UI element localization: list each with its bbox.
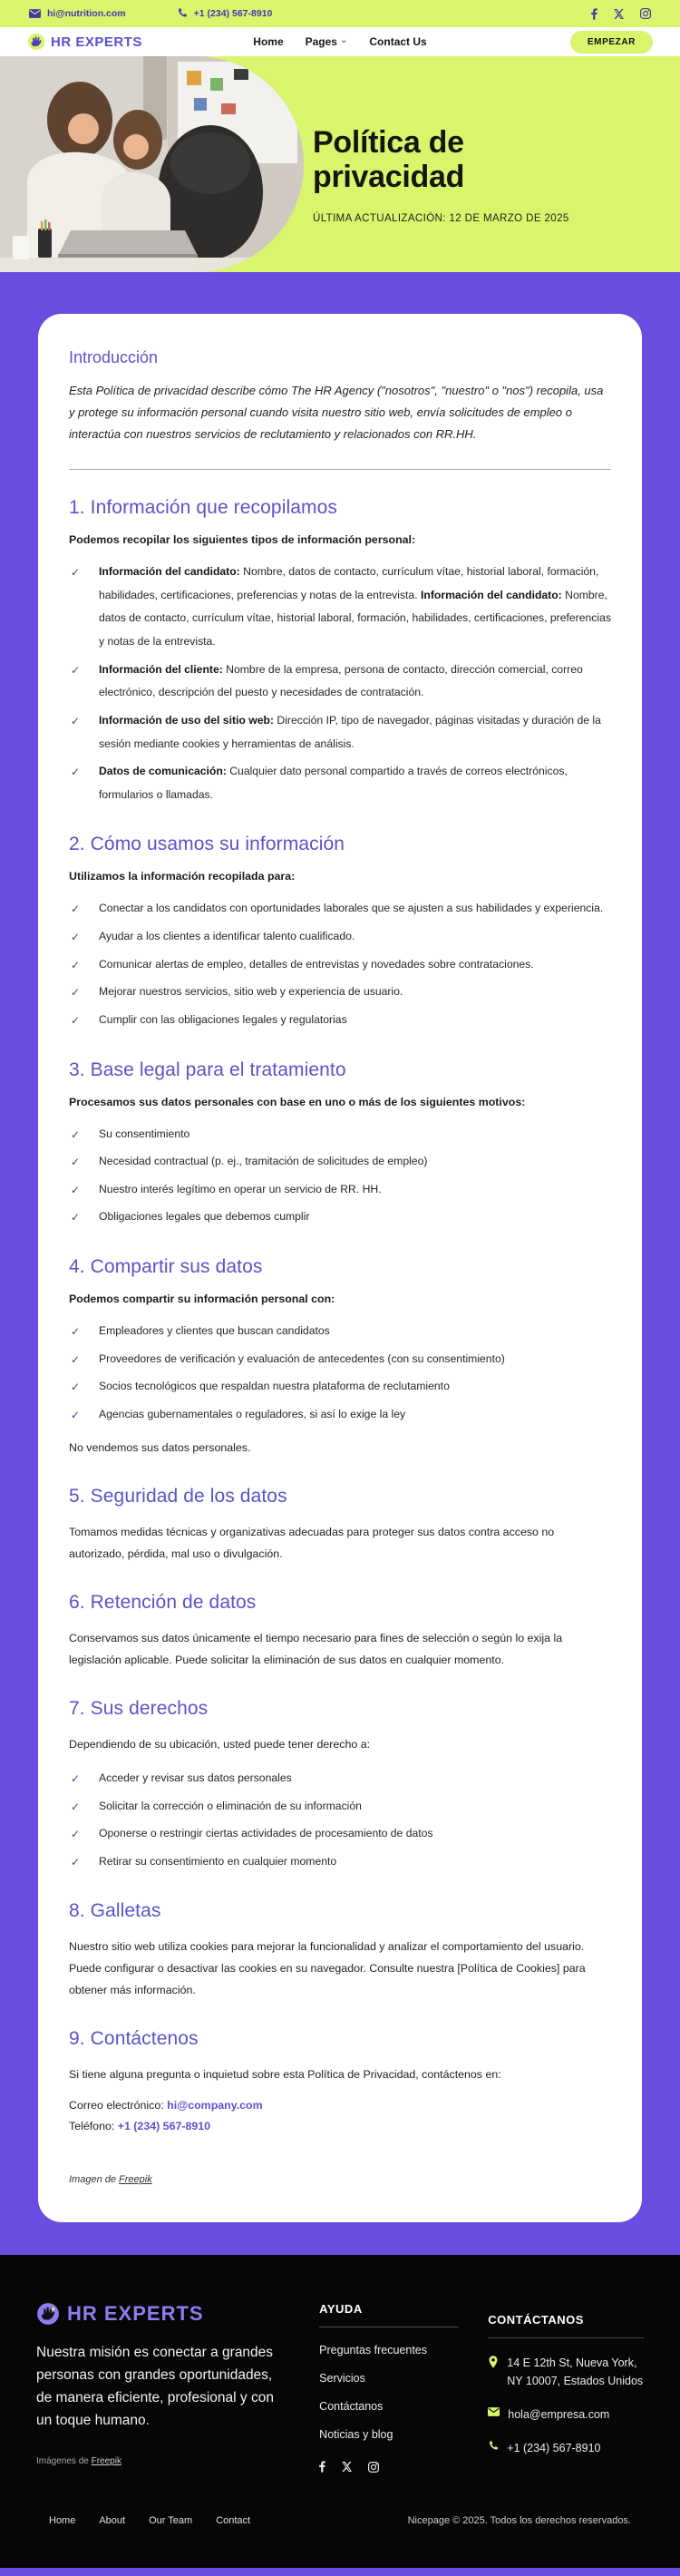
check-icon: ✓	[71, 1325, 81, 1339]
check-icon: ✓	[71, 1183, 81, 1196]
footer-email-link[interactable]	[488, 2406, 644, 2424]
bullet-item	[69, 1205, 611, 1229]
bullet-text: Su consentimiento	[99, 1127, 190, 1140]
phone-icon	[177, 8, 188, 19]
policy-section	[69, 1256, 611, 1459]
policy-section	[69, 1698, 611, 1873]
footer-phone-text: +1 (234) 567-8910	[507, 2442, 601, 2455]
check-icon: ✓	[71, 1352, 81, 1366]
bullet-text: Dirección IP, tipo de navegador, páginas visitadas y duración de la sesión mediante cookies y herramientas de análisis.	[99, 713, 601, 750]
footer-address-text: 14 E 12th St, Nueva York, NY 10007, Estados Unidos	[507, 2356, 644, 2387]
footer-freepik-link[interactable]: Freepik	[91, 2455, 121, 2466]
bullet-list	[69, 897, 611, 1031]
check-icon: ✓	[71, 903, 81, 916]
nav-logo[interactable]	[27, 33, 142, 51]
footer-help-link-news[interactable]: Noticias y blog	[319, 2428, 393, 2442]
bullet-text: Nuestro interés legítimo en operar un servicio de RR. HH.	[99, 1182, 382, 1195]
bullet-item	[69, 1822, 611, 1846]
check-icon: ✓	[71, 1828, 81, 1841]
footer-logo-hand-icon	[36, 2302, 60, 2326]
footer	[0, 2255, 680, 2575]
contact-link[interactable]: +1 (234) 567-8910	[117, 2120, 211, 2133]
policy-section	[69, 1900, 611, 2001]
main-section	[0, 272, 680, 2255]
bullet-list	[69, 1320, 611, 1427]
bullet-item	[69, 1850, 611, 1874]
topbar-email-link[interactable]	[29, 8, 126, 19]
footer-bottom-bar	[36, 2503, 644, 2568]
nav-logo-text: HR EXPERTS	[51, 34, 142, 50]
section-heading: 8. Galletas	[69, 1900, 161, 1922]
bullet-item	[69, 1795, 611, 1819]
topbar-phone-text: +1 (234) 567-8910	[193, 8, 273, 19]
check-icon: ✓	[71, 1408, 81, 1421]
section-lead: Procesamos sus datos personales con base en uno o más de los siguientes motivos:	[69, 1095, 526, 1108]
topbar-email-text: hi@nutrition.com	[47, 8, 126, 19]
bullet-text: Datos de comunicación:	[99, 765, 227, 778]
footer-contact-title: CONTÁCTANOS	[488, 2313, 584, 2327]
bullet-item	[69, 760, 611, 806]
intro-paragraph: Esta Política de privacidad describe cómo The HR Agency ("nosotros", "nuestro" o "nos") recopila, usa y protege su información personal cuando visita nuestro sitio web, envía solicitudes de empleo o interactúa con nuestros servicios de reclutamiento y relacionados con RR.HH.	[69, 384, 604, 442]
bullet-text: Nombre, datos de contacto, currículum vítae, historial laboral, formación, habilidades, certificaciones, preferencias y notas de la entrevista.	[99, 588, 611, 649]
bullet-text: Oponerse o restringir ciertas actividades de procesamiento de datos	[99, 1827, 433, 1840]
navbar	[0, 27, 680, 56]
footer-socials	[319, 2461, 459, 2473]
footer-bottom-link-home[interactable]: Home	[49, 2514, 76, 2526]
check-icon: ✓	[71, 1211, 81, 1225]
contact-line	[69, 2118, 611, 2136]
bullet-text: Empleadores y clientes que buscan candidatos	[99, 1324, 330, 1338]
instagram-icon[interactable]	[640, 8, 651, 19]
bullet-text: Nombre, datos de contacto, currículum vítae, historial laboral, formación, habilidades, certificaciones, preferencias y notas de la entrevista.	[99, 565, 599, 601]
bullet-item	[69, 561, 611, 654]
bullet-item	[69, 1320, 611, 1343]
footer-contact-divider	[488, 2337, 644, 2338]
policy-section	[69, 1592, 611, 1671]
bullet-text: Cualquier dato personal compartido a través de correos electrónicos, formularios o llamadas.	[99, 765, 568, 801]
bullet-text: Proveedores de verificación y evaluación de antecedentes (con su consentimiento)	[99, 1351, 505, 1365]
section-heading: 6. Retención de datos	[69, 1592, 257, 1614]
footer-help-column	[319, 2302, 459, 2474]
bullet-text: Necesidad contractual (p. ej., tramitación de solicitudes de empleo)	[99, 1155, 428, 1168]
footer-logo[interactable]	[36, 2302, 276, 2326]
section-paragraph: No vendemos sus datos personales.	[69, 1440, 251, 1454]
bullet-item	[69, 1150, 611, 1174]
check-icon: ✓	[71, 663, 81, 677]
check-icon: ✓	[71, 1381, 81, 1394]
bullet-item	[69, 1767, 611, 1791]
section-intro: Si tiene alguna pregunta o inquietud sobre esta Política de Privacidad, contáctenos en:	[69, 2068, 501, 2082]
bullet-item	[69, 897, 611, 921]
bullet-list	[69, 1767, 611, 1874]
last-updated-label: ÚLTIMA ACTUALIZACIÓN: 12 DE MARZO DE 2025	[313, 212, 569, 224]
policy-section	[69, 2028, 611, 2136]
section-lead: Utilizamos la información recopilada para:	[69, 870, 296, 883]
bottom-accent-strip	[0, 2568, 680, 2576]
freepik-link[interactable]: Freepik	[119, 2174, 152, 2186]
contact-label: Teléfono:	[69, 2120, 118, 2133]
bullet-text: Ayudar a los clientes a identificar talento cualificado.	[99, 930, 355, 943]
section-heading: 5. Seguridad de los datos	[69, 1486, 287, 1508]
footer-address	[488, 2355, 644, 2390]
bullet-item	[69, 1123, 611, 1147]
bullet-text: Información del candidato:	[99, 565, 240, 579]
contact-link[interactable]: hi@company.com	[167, 2098, 263, 2112]
footer-help-link-faq[interactable]: Preguntas frecuentes	[319, 2344, 427, 2357]
bullet-item	[69, 1403, 611, 1427]
bullet-item	[69, 1348, 611, 1371]
content-card	[38, 314, 642, 2222]
check-icon: ✓	[71, 1800, 81, 1813]
facebook-icon[interactable]	[591, 8, 597, 20]
location-icon	[488, 2356, 499, 2368]
footer-credit	[36, 2456, 276, 2466]
policy-section	[69, 1059, 611, 1230]
section-heading: 2. Cómo usamos su información	[69, 834, 345, 855]
hero	[0, 56, 680, 272]
footer-help-link-contact[interactable]: Contáctanos	[319, 2400, 384, 2414]
content-divider	[69, 469, 611, 470]
section-intro: Dependiendo de su ubicación, usted puede tener derecho a:	[69, 1738, 371, 1751]
bullet-list	[69, 561, 611, 806]
contact-label: Correo electrónico:	[69, 2098, 168, 2112]
bullet-text: Retirar su consentimiento en cualquier momento	[99, 1854, 337, 1868]
bullet-text: Comunicar alertas de empleo, detalles de entrevistas y novedades sobre contrataciones.	[99, 957, 534, 971]
bullet-text: Socios tecnológicos que respaldan nuestra plataforma de reclutamiento	[99, 1380, 450, 1393]
bullet-text: Conectar a los candidatos con oportunidades laborales que se ajusten a sus habilidades y experiencia.	[99, 902, 604, 915]
check-icon: ✓	[71, 566, 81, 580]
footer-credit-prefix: Imágenes de	[36, 2455, 92, 2466]
bullet-text: Acceder y revisar sus datos personales	[99, 1771, 292, 1784]
check-icon: ✓	[71, 986, 81, 1000]
check-icon: ✓	[71, 1771, 81, 1785]
footer-brand-column	[36, 2302, 276, 2474]
hero-image	[0, 56, 304, 272]
topbar-socials	[591, 8, 651, 20]
check-icon: ✓	[71, 931, 81, 944]
check-icon: ✓	[71, 766, 81, 779]
bullet-text: Mejorar nuestros servicios, sitio web y experiencia de usuario.	[99, 985, 403, 999]
footer-envelope-icon	[488, 2407, 500, 2416]
envelope-icon	[29, 9, 41, 18]
page-title: Política de privacidad	[313, 125, 465, 195]
footer-x-icon[interactable]	[342, 2461, 352, 2473]
footer-bottom-link-contact[interactable]: Contact	[216, 2514, 251, 2526]
footer-help-link-services[interactable]: Servicios	[319, 2372, 365, 2386]
nav-item-contact-us[interactable]: Contact Us	[369, 35, 427, 48]
x-icon[interactable]	[614, 9, 624, 19]
bullet-item	[69, 981, 611, 1004]
section-paragraph: Tomamos medidas técnicas y organizativas adecuadas para proteger sus datos contra acceso no autorizado, pérdida, mal uso o divulgación.	[69, 1526, 555, 1560]
check-icon: ✓	[71, 958, 81, 971]
footer-logo-text: HR EXPERTS	[67, 2302, 204, 2326]
bullet-item	[69, 953, 611, 977]
empezar-button[interactable]: EMPEZAR	[570, 31, 653, 54]
policy-section	[69, 497, 611, 806]
bullet-text: Nombre de la empresa, persona de contacto, dirección comercial, correo electrónico, descripción del puesto y necesidades de contratación.	[99, 662, 583, 699]
bullet-text: Cumplir con las obligaciones legales y regulatorias	[99, 1012, 347, 1026]
footer-phone-link[interactable]	[488, 2440, 644, 2457]
bullet-list	[69, 1123, 611, 1230]
section-paragraph: Nuestro sitio web utiliza cookies para mejorar la funcionalidad y analizar el comportamiento del usuario. Puede configurar o desactivar las cookies en su navegador. Consulte nuestra [Política de Cookies] para obtener más información.	[69, 1940, 586, 1996]
section-lead: Podemos compartir su información personal con:	[69, 1293, 335, 1306]
nav-menu	[253, 35, 426, 48]
bullet-text: Información del candidato:	[421, 588, 562, 601]
check-icon: ✓	[71, 1855, 81, 1869]
bullet-text: Solicitar la corrección o eliminación de su información	[99, 1799, 362, 1812]
footer-instagram-icon[interactable]	[368, 2461, 379, 2473]
bullet-text: Obligaciones legales que debemos cumplir	[99, 1210, 310, 1224]
image-credit-prefix: Imagen de	[69, 2174, 120, 2186]
section-heading: 3. Base legal para el tratamiento	[69, 1059, 346, 1080]
footer-email-text: hola@empresa.com	[508, 2408, 610, 2422]
footer-mission: Nuestra misión es conectar a grandes personas con grandes oportunidades, de manera eficiente, profesional y con un toque humano.	[36, 2345, 274, 2428]
check-icon: ✓	[71, 1156, 81, 1169]
section-heading: 9. Contáctenos	[69, 2028, 199, 2050]
section-paragraph: Conservamos sus datos únicamente el tiempo necesario para fines de selección o según lo exija la legislación aplicable. Puede solicitar la eliminación de sus datos en cualquier momento.	[69, 1632, 563, 1666]
intro-heading: Introducción	[69, 348, 159, 366]
policy-sections	[69, 497, 611, 2136]
contact-line	[69, 2097, 611, 2115]
check-icon: ✓	[71, 1127, 81, 1141]
topbar	[0, 0, 680, 27]
bullet-text: Información del cliente:	[99, 662, 223, 676]
section-heading: 4. Compartir sus datos	[69, 1256, 263, 1278]
footer-phone-icon	[488, 2441, 499, 2452]
bullet-item	[69, 1009, 611, 1032]
bullet-text: Agencias gubernamentales o reguladores, si así lo exige la ley	[99, 1407, 406, 1420]
nav-item-home[interactable]: Home	[253, 35, 284, 48]
footer-help-title: AYUDA	[319, 2302, 363, 2317]
footer-bottom-link-about[interactable]: About	[99, 2514, 126, 2526]
topbar-phone-link[interactable]	[177, 8, 273, 19]
bullet-item	[69, 1375, 611, 1399]
section-lead: Podemos recopilar los siguientes tipos de información personal:	[69, 533, 416, 547]
bullet-item	[69, 709, 611, 756]
policy-section	[69, 1486, 611, 1565]
image-credit	[69, 2174, 611, 2185]
logo-hand-icon	[27, 33, 45, 51]
bullet-item	[69, 659, 611, 705]
section-heading: 7. Sus derechos	[69, 1698, 209, 1720]
bullet-text: Información de uso del sitio web:	[99, 713, 274, 727]
section-heading: 1. Información que recopilamos	[69, 497, 337, 519]
check-icon: ✓	[71, 714, 81, 727]
nav-item-pages[interactable]: Pages ⌄	[305, 34, 348, 48]
footer-bottom-link-our-team[interactable]: Our Team	[149, 2514, 193, 2526]
policy-section	[69, 834, 611, 1031]
footer-bottom-links	[49, 2515, 250, 2526]
footer-copyright: Nicepage © 2025. Todos los derechos reservados.	[407, 2514, 631, 2526]
footer-facebook-icon[interactable]	[319, 2461, 325, 2473]
check-icon: ✓	[71, 1013, 81, 1027]
footer-contact-column	[488, 2302, 644, 2474]
bullet-item	[69, 1178, 611, 1202]
bullet-item	[69, 925, 611, 949]
chevron-down-icon: ⌄	[339, 34, 348, 45]
